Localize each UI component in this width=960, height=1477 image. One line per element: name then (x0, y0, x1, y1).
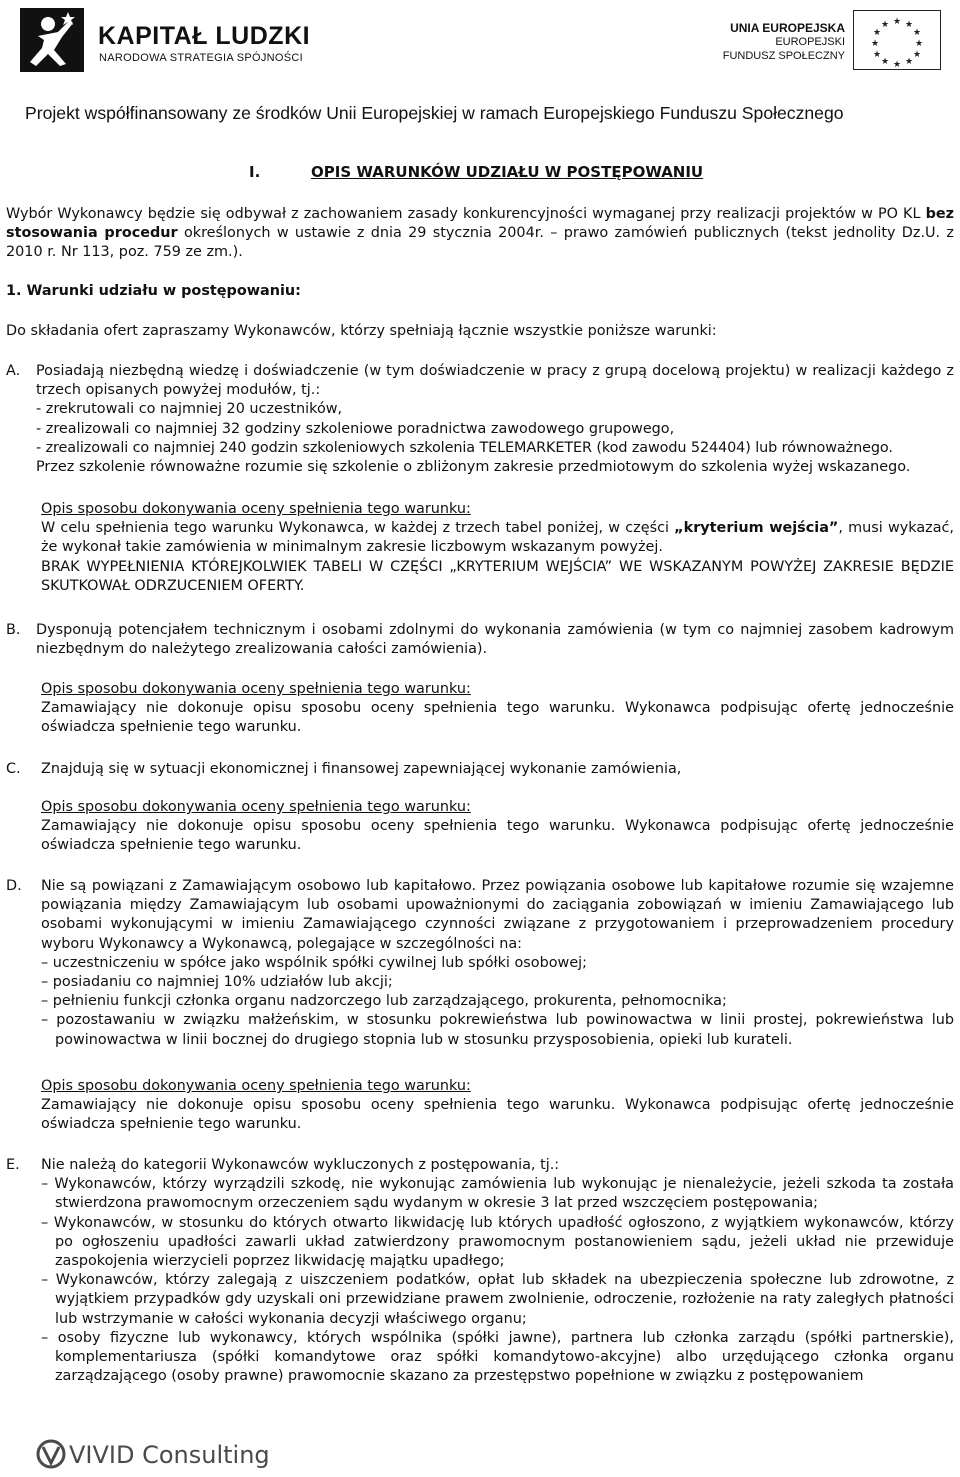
condition-a-label: A. (6, 363, 21, 379)
svg-text:★: ★ (880, 20, 890, 30)
condition-a-eval (41, 500, 954, 596)
svg-text:★: ★ (904, 20, 914, 30)
conditions-heading: 1. Warunki udziału w postępowaniu: (6, 283, 301, 299)
condition-e-item: – Wykonawców, którzy zalegają z uiszczeniem podatków, opłat lub składek na ubezpieczenia społeczne lub zdrowotne, z wyjątkiem przypadków gdy uzyskali oni przewidziane prawem zwolnienie, odroczenie, rozłożenie na raty zaległych płatności lub wstrzymanie w całości wykonania decyzji właściwego organu; (41, 1271, 954, 1329)
conditions-lead: Do składania ofert zapraszamy Wykonawców, którzy spełniają łącznie wszystkie poniższe warunki: (6, 323, 717, 339)
svg-text:★: ★ (880, 57, 890, 67)
condition-c-label: C. (6, 761, 21, 777)
svg-text:★: ★ (892, 60, 902, 70)
intro-rest: określonych w ustawie z dnia 29 stycznia 2004r. – prawo zamówień publicznych (tekst jednolity Dz.U. z 2010 r. Nr 113, poz. 759 ze zm.). (6, 225, 954, 261)
ue-text-block (723, 21, 845, 63)
eval-bold: „kryterium wejścia” (674, 520, 839, 537)
condition-d-item: – uczestniczeniu w spółce jako wspólnik spółki cywilnej lub spółki osobowej; (41, 954, 954, 973)
kapital-ludzki-emblem-icon (18, 6, 98, 76)
eval-pre: W celu spełnienia tego warunku Wykonawca, w każdej z trzech tabel poniżej, w części (41, 520, 675, 537)
condition-d-eval (41, 1077, 954, 1135)
condition-d (41, 877, 954, 1050)
condition-e-text: Nie należą do kategorii Wykonawców wykluczonych z postępowania, tj.: (41, 1157, 560, 1173)
svg-text:★: ★ (872, 28, 882, 38)
svg-text:★: ★ (904, 57, 914, 67)
svg-text:★: ★ (912, 50, 922, 60)
svg-text:★: ★ (870, 39, 880, 49)
condition-a-eval-caps: BRAK WYPEŁNIENIA KTÓREJKOLWIEK TABELI W CZĘŚCI „KRYTERIUM WEJŚCIA” WE WSKAZANYM POWYŻEJ ZAKRESIE BĘDZIE SKUTKOWAŁ ODRZUCENIEM OFERTY. (41, 558, 954, 594)
eval-text: Zamawiający nie dokonuje opisu sposobu oceny spełnienia tego warunku. Wykonawca podpisując ofertę jednocześnie oświadcza spełnienie tego warunku. (41, 818, 954, 854)
condition-d-text: Nie są powiązani z Zamawiającym osobowo lub kapitałowo. Przez powiązania osobowe lub kapitałowe rozumie się wzajemne powiązania między Zamawiającym lub osobami upoważnionymi do zaciągania zobowiązań w imieniu Zamawiającego lub osobami wykonującymi w imieniu Zamawiającego czynności związane z przygotowaniem i przeprowadzeniem procedury wyboru Wykonawcy a Wykonawcą, polegające w szczególności na: (41, 878, 954, 952)
condition-c-text: Znajdują się w sytuacji ekonomicznej i finansowej zapewniającej wykonanie zamówienia, (41, 761, 682, 777)
condition-a-eval-text (41, 519, 954, 557)
condition-a-text: Posiadają niezbędną wiedzę i doświadczenie (w tym doświadczenie w pracy z grupą docelową projektu) w realizacji każdego z trzech opisanych powyżej modułów, tj.: (36, 363, 954, 399)
intro-bold: bez stosowania procedur (6, 206, 954, 242)
eu-flag-icon (853, 10, 941, 70)
vivid-logo-icon (35, 1437, 295, 1471)
condition-d-label: D. (6, 878, 22, 894)
condition-d-item: – posiadaniu co najmniej 10% udziałów lub akcji; (41, 973, 954, 992)
intro-paragraph (6, 205, 954, 263)
eval-label: Opis sposobu dokonywania oceny spełnienia tego warunku: (41, 1078, 471, 1094)
svg-text:★: ★ (892, 17, 902, 27)
condition-e-item: – Wykonawców, którzy wyrządzili szkodę, nie wykonując zamówienia lub wykonując je nienależycie, jeżeli szkoda ta została stwierdzona prawomocnym orzeczeniem sądu wydanym w okresie 3 lat przed wszczęciem postępowania; (41, 1175, 954, 1213)
svg-text:★: ★ (872, 50, 882, 60)
condition-e-item: – osoby fizyczne lub wykonawcy, których wspólnika (spółki jawne), partnera lub członka zarządu (spółki partnerskie), komplementariusza (spółki komandytowe oraz spółki komandytowo-akcyjne) albo urzędującego członka organu zarządzającego (osoby prawne) prawomocnie skazano za przestępstwo popełnione w związku z postępowaniem (41, 1329, 954, 1387)
condition-e-item: – Wykonawców, w stosunku do których otwarto likwidację lub których upadłość ogłoszono, z wyjątkiem wykonawców, którzy po ogłoszeniu upadłości zawarli układ zatwierdzony prawomocnym postanowieniem sądu, jeżeli układ nie przewiduje zaspokojenia wierzycieli poprzez likwidację majątku upadłego; (41, 1214, 954, 1272)
svg-text:★: ★ (914, 39, 924, 49)
eval-post: , musi wykazać, że wykonał takie zamówienia w minimalnym zakresie liczbowym wskazanym powyżej. (41, 520, 954, 556)
footer-logo-text: VIVID Consulting (69, 1441, 270, 1469)
condition-d-item: – pełnieniu funkcji członka organu nadzorczego lub zarządzającego, prokurenta, pełnomocnika; (41, 992, 954, 1011)
ue-line-1: UNIA EUROPEJSKA (730, 21, 845, 35)
section-title: OPIS WARUNKÓW UDZIAŁU W POSTĘPOWANIU (311, 163, 704, 181)
condition-a (36, 362, 954, 477)
eval-label: Opis sposobu dokonywania oceny spełnienia tego warunku: (41, 799, 471, 815)
ue-line-2: EUROPEJSKI (775, 36, 845, 48)
condition-c-eval (41, 798, 954, 856)
condition-e (41, 1156, 954, 1386)
condition-b-label: B. (6, 622, 21, 638)
ue-line-3: FUNDUSZ SPOŁECZNY (722, 50, 845, 62)
svg-text:★: ★ (912, 28, 922, 38)
condition-a-item: - zrealizowali co najmniej 32 godziny szkoleniowe poradnictwa zawodowego grupowego, (36, 420, 675, 437)
condition-a-item: - zrealizowali co najmniej 240 godzin szkoleniowych szkolenia TELEMARKETER (kod zawodu 524404) lub równoważnego. (36, 439, 893, 456)
condition-a-note: Przez szkolenie równoważne rozumie się szkolenie o zbliżonym zakresie przedmiotowym do szkolenia wyżej wskazanego. (36, 459, 911, 476)
intro-lead: Wybór Wykonawcy będzie się odbywał z zachowaniem zasady konkurencyjności wymaganej przy realizacji projektów w PO KL (6, 206, 926, 222)
eval-text: Zamawiający nie dokonuje opisu sposobu oceny spełnienia tego warunku. Wykonawca podpisując ofertę jednocześnie oświadcza spełnienie tego warunku. (41, 1097, 954, 1133)
project-cofinancing-line: Projekt współfinansowany ze środków Unii Europejskiej w ramach Europejskiego Funduszu Społecznego (25, 103, 844, 123)
condition-d-item: – pozostawaniu w związku małżeńskim, w stosunku pokrewieństwa lub powinowactwa w linii prostej, pokrewieństwa lub powinowactwa w linii bocznej do drugiego stopnia lub w stosunku przysposobienia, opieki lub kurateli. (41, 1011, 954, 1049)
condition-a-item: - zrekrutowali co najmniej 20 uczestników, (36, 401, 343, 418)
condition-e-label: E. (6, 1157, 20, 1173)
eval-label: Opis sposobu dokonywania oceny spełnienia tego warunku: (41, 501, 471, 517)
section-number: I. (249, 163, 261, 181)
condition-b-eval (41, 680, 954, 738)
eval-text: Zamawiający nie dokonuje opisu sposobu oceny spełnienia tego warunku. Wykonawca podpisując ofertę jednocześnie oświadcza spełnienie tego warunku. (41, 700, 954, 736)
vivid-consulting-logo (35, 1437, 295, 1477)
condition-b-text: Dysponują potencjałem technicznym i osobami zdolnymi do wykonania zamówienia (w tym co najmniej zasobem kadrowym niezbędnym do należytego zrealizowania całości zamówienia). (36, 622, 954, 658)
kl-title: KAPITAŁ LUDZKI (98, 22, 311, 50)
eval-label: Opis sposobu dokonywania oceny spełnienia tego warunku: (41, 681, 471, 697)
kl-subtitle: NARODOWA STRATEGIA SPÓJNOŚCI (99, 52, 303, 64)
